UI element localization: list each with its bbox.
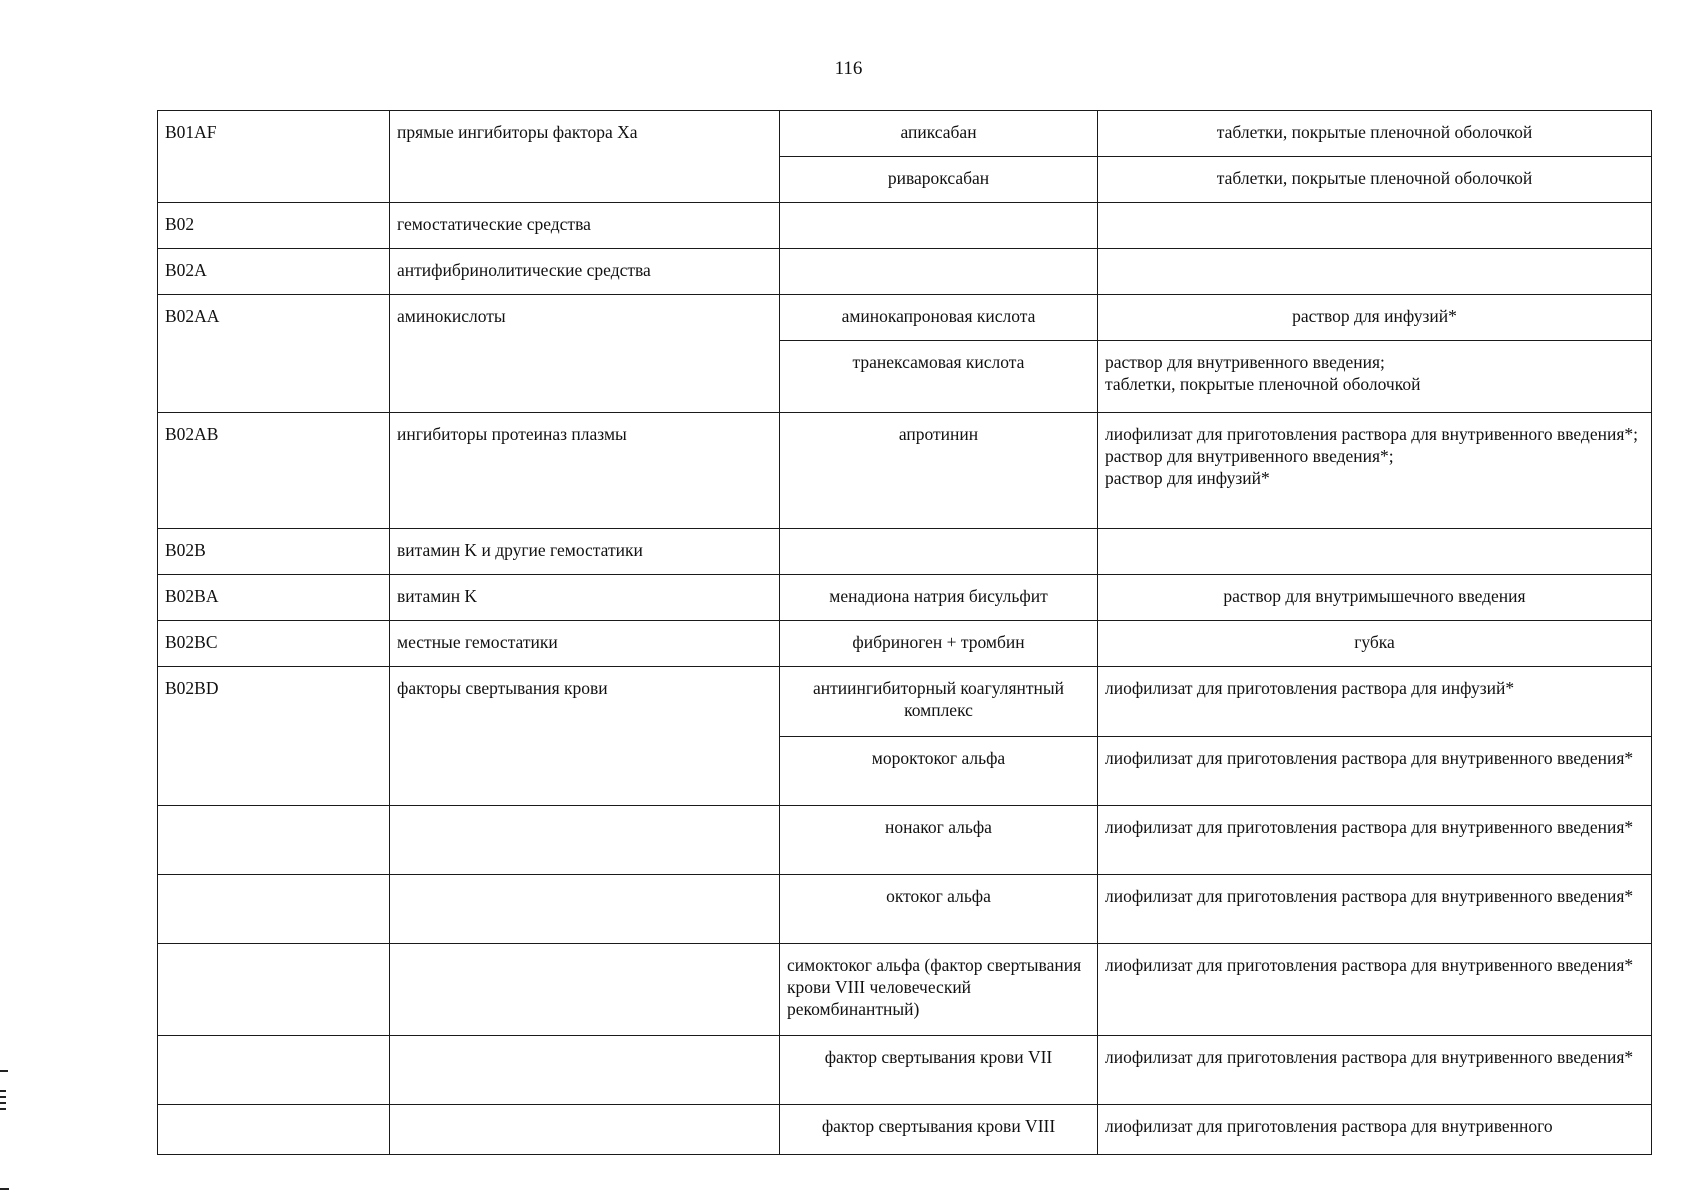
dosage-form-cell xyxy=(1098,111,1652,157)
atc-code-cell: B02BC xyxy=(158,621,390,667)
dosage-form-line: раствор для инфузий* xyxy=(1105,468,1270,488)
anatomical-group-cell: витамин K xyxy=(390,575,780,621)
atc-code-cell xyxy=(158,1105,390,1155)
dosage-form-cell xyxy=(1098,667,1652,737)
drug-name-cell xyxy=(780,203,1098,249)
table-row xyxy=(158,944,1652,1036)
dosage-form-line: лиофилизат для приготовления раствора для внутривенного введения*; xyxy=(1105,424,1638,444)
dosage-form-cell xyxy=(1098,295,1652,341)
drug-name-cell: мороктоког альфа xyxy=(780,737,1098,806)
dosage-form-cell xyxy=(1098,737,1652,806)
drug-name-cell xyxy=(780,529,1098,575)
dosage-form-line: лиофилизат для приготовления раствора для внутривенного введения* xyxy=(1105,955,1634,975)
table-row xyxy=(158,295,1652,341)
dosage-form-line: лиофилизат для приготовления раствора для внутривенного введения* xyxy=(1105,1047,1634,1067)
drug-name-cell: аминокапроновая кислота xyxy=(780,295,1098,341)
drug-name-cell: фактор свертывания крови VII xyxy=(780,1036,1098,1105)
dosage-form-cell xyxy=(1098,1105,1652,1155)
atc-code-cell: B02A xyxy=(158,249,390,295)
dosage-form-cell xyxy=(1098,944,1652,1036)
atc-code-cell: B02AA xyxy=(158,295,390,413)
dosage-form-line: губка xyxy=(1354,632,1395,652)
scan-margin-mark xyxy=(0,1108,6,1110)
drug-name-cell: апротинин xyxy=(780,413,1098,529)
scan-margin-mark xyxy=(0,1090,6,1092)
dosage-form-cell xyxy=(1098,529,1652,575)
atc-code-cell: B02AB xyxy=(158,413,390,529)
dosage-form-line: таблетки, покрытые пленочной оболочкой xyxy=(1216,122,1533,142)
drug-name-cell: симоктоког альфа (фактор свертывания крови VIII человеческий рекомбинантный) xyxy=(780,944,1098,1036)
dosage-form-cell xyxy=(1098,621,1652,667)
table-row xyxy=(158,413,1652,529)
scan-margin-mark xyxy=(0,1096,6,1098)
drug-table-body xyxy=(158,111,1652,1155)
dosage-form-cell xyxy=(1098,249,1652,295)
atc-code-cell xyxy=(158,806,390,875)
dosage-form-cell xyxy=(1098,575,1652,621)
drug-table-container xyxy=(157,110,1651,1155)
anatomical-group-cell: витамин K и другие гемостатики xyxy=(390,529,780,575)
dosage-form-cell xyxy=(1098,875,1652,944)
scan-margin-mark xyxy=(0,1102,6,1104)
dosage-form-line: лиофилизат для приготовления раствора для инфузий* xyxy=(1105,678,1515,698)
table-row xyxy=(158,667,1652,737)
scan-margin-mark xyxy=(0,1070,8,1072)
drug-name-cell: нонаког альфа xyxy=(780,806,1098,875)
table-row xyxy=(158,621,1652,667)
atc-code-cell: B02BD xyxy=(158,667,390,806)
drug-name-cell: ривароксабан xyxy=(780,157,1098,203)
dosage-form-cell xyxy=(1098,341,1652,413)
table-row xyxy=(158,529,1652,575)
anatomical-group-cell xyxy=(390,944,780,1036)
table-row xyxy=(158,1036,1652,1105)
anatomical-group-cell xyxy=(390,1105,780,1155)
dosage-form-line: лиофилизат для приготовления раствора для внутривенного введения* xyxy=(1105,886,1634,906)
dosage-form-line: таблетки, покрытые пленочной оболочкой xyxy=(1216,168,1533,188)
table-row xyxy=(158,249,1652,295)
anatomical-group-cell: местные гемостатики xyxy=(390,621,780,667)
drug-name-cell: менадиона натрия бисульфит xyxy=(780,575,1098,621)
dosage-form-cell xyxy=(1098,157,1652,203)
table-row xyxy=(158,203,1652,249)
dosage-form-line: таблетки, покрытые пленочной оболочкой xyxy=(1105,374,1421,394)
anatomical-group-cell: прямые ингибиторы фактора Xa xyxy=(390,111,780,203)
anatomical-group-cell xyxy=(390,806,780,875)
table-row xyxy=(158,111,1652,157)
page-number: 116 xyxy=(834,58,863,79)
atc-code-cell: B02B xyxy=(158,529,390,575)
anatomical-group-cell xyxy=(390,1036,780,1105)
anatomical-group-cell: факторы свертывания крови xyxy=(390,667,780,806)
anatomical-group-cell: гемостатические средства xyxy=(390,203,780,249)
dosage-form-line: раствор для внутривенного введения; xyxy=(1105,352,1385,372)
atc-code-cell: B02BA xyxy=(158,575,390,621)
drug-name-cell: транексамовая кислота xyxy=(780,341,1098,413)
anatomical-group-cell: антифибринолитические средства xyxy=(390,249,780,295)
dosage-form-line: лиофилизат для приготовления раствора для внутривенного введения* xyxy=(1105,817,1634,837)
dosage-form-line: лиофилизат для приготовления раствора для внутривенного xyxy=(1105,1116,1553,1136)
dosage-form-line: раствор для инфузий* xyxy=(1292,306,1457,326)
drug-name-cell: фибриноген + тромбин xyxy=(780,621,1098,667)
table-row xyxy=(158,875,1652,944)
dosage-form-line: раствор для внутривенного введения*; xyxy=(1105,446,1394,466)
drug-name-cell: антиингибиторный коагулянтный комплекс xyxy=(780,667,1098,737)
atc-code-cell xyxy=(158,944,390,1036)
drug-classification-table xyxy=(157,110,1652,1155)
scan-margin-mark xyxy=(0,1188,9,1190)
atc-code-cell xyxy=(158,875,390,944)
dosage-form-cell xyxy=(1098,413,1652,529)
drug-name-cell: фактор свертывания крови VIII xyxy=(780,1105,1098,1155)
drug-name-cell: октоког альфа xyxy=(780,875,1098,944)
atc-code-cell: B01AF xyxy=(158,111,390,203)
drug-name-cell xyxy=(780,249,1098,295)
dosage-form-line: раствор для внутримышечного введения xyxy=(1223,586,1526,606)
table-row xyxy=(158,575,1652,621)
table-row xyxy=(158,806,1652,875)
table-row xyxy=(158,1105,1652,1155)
drug-name-cell: апиксабан xyxy=(780,111,1098,157)
dosage-form-cell xyxy=(1098,806,1652,875)
anatomical-group-cell: аминокислоты xyxy=(390,295,780,413)
dosage-form-cell xyxy=(1098,1036,1652,1105)
atc-code-cell: B02 xyxy=(158,203,390,249)
dosage-form-cell xyxy=(1098,203,1652,249)
dosage-form-line: лиофилизат для приготовления раствора для внутривенного введения* xyxy=(1105,748,1634,768)
anatomical-group-cell: ингибиторы протеиназ плазмы xyxy=(390,413,780,529)
atc-code-cell xyxy=(158,1036,390,1105)
anatomical-group-cell xyxy=(390,875,780,944)
